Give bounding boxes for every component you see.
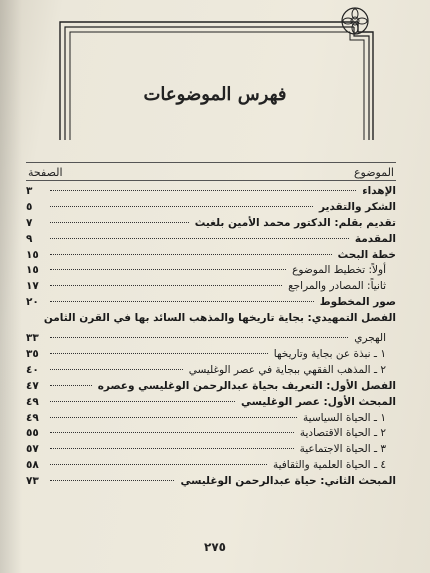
toc-row	[26, 216, 396, 232]
dot-leader	[50, 400, 235, 402]
toc-entry-title: ١ ـ الحياة السياسية	[303, 411, 386, 424]
toc-entry-page: ٢٠	[26, 296, 39, 309]
toc-entry-page: ٤٧	[26, 379, 39, 392]
dot-leader	[50, 237, 349, 239]
toc-row	[26, 458, 396, 474]
toc-row	[26, 442, 396, 458]
toc-entry-page: ٤٠	[26, 363, 39, 376]
toc-entry-title: ٢ ـ المذهب الفقهي ببجاية في عصر الوغليسي	[188, 363, 386, 376]
toc-row	[26, 311, 396, 331]
toc-entry-page: ٥٧	[26, 443, 39, 456]
page-title: فهرس الموضوعات	[143, 84, 287, 105]
toc-entry-title: خطة البحث	[337, 248, 396, 261]
toc-entry-title: ثانياً: المصادر والمراجع	[288, 280, 386, 293]
toc-entry-page: ٥٨	[26, 459, 39, 472]
dot-leader	[50, 384, 92, 386]
header-top-rule	[26, 162, 396, 163]
toc-entry-title: ١ ـ نبذة عن بجاية وتاريخها	[273, 348, 386, 361]
toc-row	[26, 395, 396, 411]
toc-entry-title: الفصل التمهيدي: بجاية تاريخها والمذهب السائد بها في القرن الثامن	[43, 312, 396, 325]
dot-leader	[50, 268, 286, 270]
page-gutter-shadow	[0, 0, 22, 573]
toc-row	[26, 184, 396, 200]
toc-row	[26, 411, 396, 427]
toc-entry-title: أولاً: تخطيط الموضوع	[292, 264, 386, 277]
toc-row	[26, 379, 396, 395]
dot-leader	[50, 253, 332, 255]
toc-row	[26, 363, 396, 379]
dot-leader	[50, 205, 313, 207]
toc-entry-title: الإهداء	[362, 185, 396, 197]
toc-entry-title: الشكر والتقدير	[319, 200, 396, 213]
dot-leader	[50, 463, 267, 465]
dot-leader	[50, 284, 282, 286]
toc-row	[26, 263, 396, 279]
page-number: ٢٧٥	[204, 540, 226, 554]
dot-leader	[50, 479, 174, 481]
dot-leader	[50, 447, 294, 449]
dot-leader	[50, 352, 268, 354]
toc-entry-page: ٤٩	[26, 411, 39, 424]
toc-entry-title: ٤ ـ الحياة العلمية والثقافية	[272, 459, 386, 472]
dot-leader	[50, 221, 189, 223]
topic-column-header: الموضوع	[353, 166, 394, 179]
toc-entry-page: ٣٣	[26, 332, 39, 345]
dot-leader	[50, 189, 356, 191]
dot-leader	[50, 431, 294, 433]
toc-entry-page: ٣٥	[26, 348, 39, 361]
toc-row	[26, 248, 396, 264]
toc-entry-page: ٤٩	[26, 395, 39, 408]
toc-row	[26, 200, 396, 216]
toc-entry-page: ١٥	[26, 248, 39, 261]
toc-entry-page: ٥٥	[26, 427, 39, 440]
toc-entry-title: الهجري	[354, 332, 386, 345]
table-of-contents	[26, 184, 396, 490]
page-column-header: الصفحة	[28, 166, 63, 179]
toc-entry-title: صور المخطوط	[319, 296, 396, 309]
toc-entry-page: ٧	[26, 216, 33, 229]
toc-row	[26, 347, 396, 363]
dot-leader	[50, 416, 297, 418]
header-bottom-rule	[26, 180, 396, 181]
decorative-header-frame	[58, 20, 374, 142]
dot-leader	[50, 336, 348, 338]
toc-entry-title: ٣ ـ الحياة الاجتماعية	[299, 443, 386, 456]
toc-entry-title: المقدمة	[354, 232, 396, 245]
toc-entry-page: ١٥	[26, 264, 39, 277]
toc-entry-title: المبحث الأول: عصر الوغليسي	[241, 395, 396, 408]
toc-entry-title: ٢ ـ الحياة الاقتصادية	[299, 427, 386, 440]
toc-entry-page: ٣	[26, 185, 33, 197]
toc-row	[26, 426, 396, 442]
toc-row	[26, 474, 396, 490]
toc-entry-page: ٥	[26, 200, 33, 213]
toc-row	[26, 295, 396, 311]
rosette-ornament-icon	[340, 6, 370, 36]
dot-leader	[50, 300, 314, 302]
toc-row	[26, 279, 396, 295]
dot-leader	[50, 368, 183, 370]
toc-row	[26, 232, 396, 248]
toc-entry-page: ٩	[26, 232, 33, 245]
toc-entry-title: المبحث الثاني: حياة عبدالرحمن الوغليسي	[180, 475, 396, 488]
toc-entry-title: تقديم بقلم: الدكتور محمد الأمين بلغيث	[194, 216, 396, 229]
toc-entry-page: ٧٣	[26, 475, 39, 488]
toc-row	[26, 331, 396, 347]
toc-entry-title: الفصل الأول: التعريف بحياة عبدالرحمن الوغليسي وعصره	[97, 379, 396, 392]
toc-entry-page: ١٧	[26, 280, 39, 293]
